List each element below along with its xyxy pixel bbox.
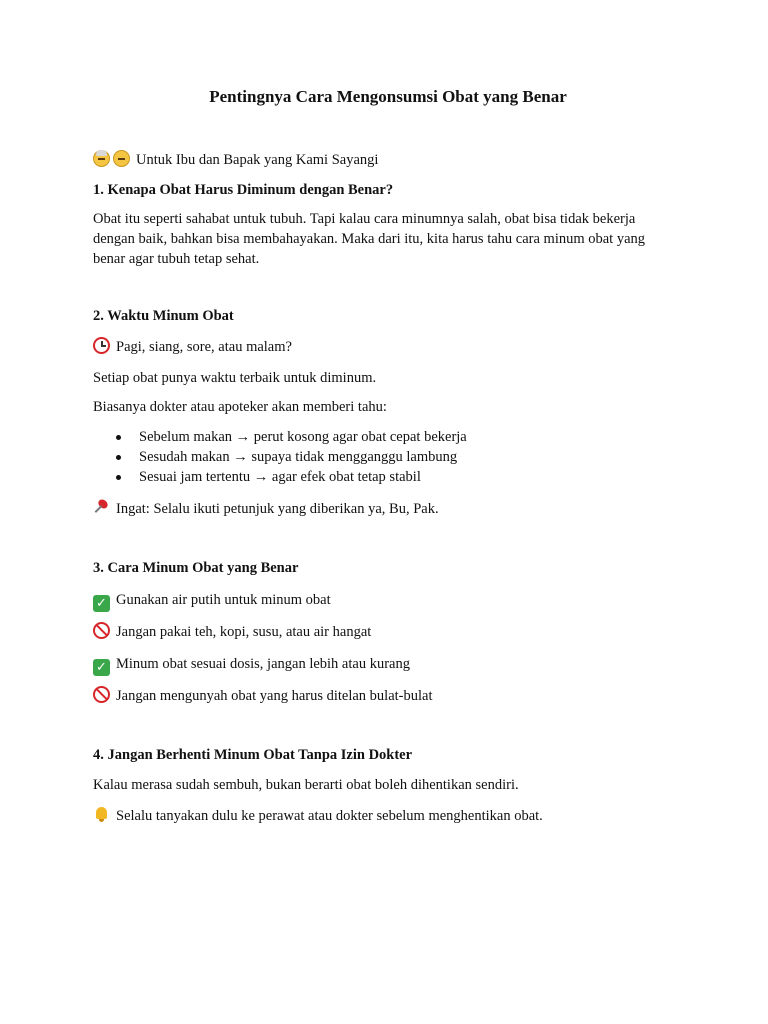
grandmother-icon (93, 150, 110, 167)
check-icon: ✓ (93, 595, 110, 612)
intro-text: Untuk Ibu dan Bapak yang Kami Sayangi (136, 152, 379, 168)
section4-reminder (93, 806, 683, 826)
section1-heading: 1. Kenapa Obat Harus Diminum dengan Benar? (93, 182, 394, 198)
time-question (93, 337, 683, 357)
bell-icon (93, 806, 110, 823)
rule-item (93, 686, 683, 706)
rule-item (93, 654, 683, 676)
no-entry-icon (93, 686, 110, 703)
list-item: Sesuai jam tertentu → agar efek obat tetap stabil (93, 467, 683, 487)
section1-body: Obat itu seperti sahabat untuk tubuh. Tapi kalau cara minumnya salah, obat bisa tidak bekerja dengan baik, bahkan bisa membahayakan. Maka dari itu, kita harus tahu cara minum obat yang benar agar tubuh tetap sehat. (93, 211, 646, 267)
section2-line2: Biasanya dokter atau apoteker akan memberi tahu: (93, 399, 387, 415)
no-entry-icon (93, 622, 110, 639)
rule-item (93, 590, 683, 612)
section2-line1: Setiap obat punya waktu terbaik untuk diminum. (93, 370, 377, 386)
section3-heading: 3. Cara Minum Obat yang Benar (93, 560, 299, 576)
section2-reminder-text: Ingat: Selalu ikuti petunjuk yang diberikan ya, Bu, Pak. (116, 501, 439, 517)
check-icon: ✓ (93, 659, 110, 676)
section4-body: Kalau merasa sudah sembuh, bukan berarti obat boleh dihentikan sendiri. (93, 777, 519, 793)
rule-item (93, 622, 683, 642)
rule-text: Jangan pakai teh, kopi, susu, atau air hangat (116, 624, 372, 640)
section4-heading: 4. Jangan Berhenti Minum Obat Tanpa Izin Dokter (93, 747, 413, 763)
rule-text: Minum obat sesuai dosis, jangan lebih atau kurang (116, 656, 410, 672)
intro-line (93, 150, 683, 170)
time-question-text: Pagi, siang, sore, atau malam? (116, 339, 292, 355)
pushpin-icon (93, 499, 110, 516)
rule-text: Gunakan air putih untuk minum obat (116, 592, 331, 608)
section2-reminder (93, 499, 683, 519)
alarm-clock-icon (93, 337, 110, 354)
rule-text: Jangan mengunyah obat yang harus ditelan bulat-bulat (116, 688, 433, 704)
list-item: Sebelum makan → perut kosong agar obat cepat bekerja (93, 427, 683, 447)
section4-reminder-text: Selalu tanyakan dulu ke perawat atau dokter sebelum menghentikan obat. (116, 808, 543, 824)
list-item: Sesudah makan → supaya tidak mengganggu lambung (93, 447, 683, 467)
section2-heading: 2. Waktu Minum Obat (93, 308, 234, 324)
grandfather-icon (113, 150, 130, 167)
timing-list (93, 427, 683, 487)
document-title: Pentingnya Cara Mengonsumsi Obat yang Benar (209, 87, 567, 106)
